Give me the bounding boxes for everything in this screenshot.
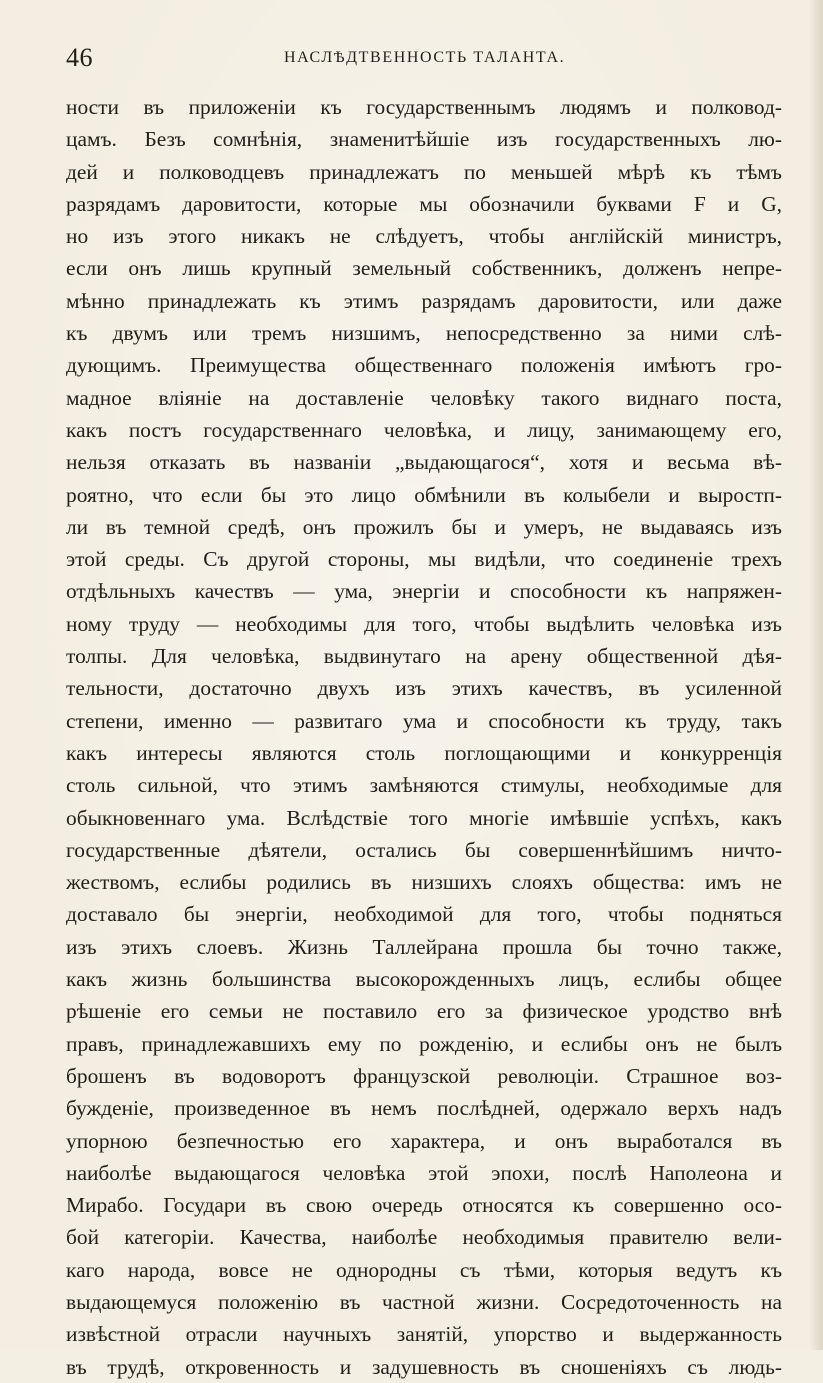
page-number: 46	[66, 43, 93, 72]
text-line: какъ постъ государственнаго человѣка, и лицу, занимающему его,	[66, 417, 782, 442]
text-line: столь сильной, что этимъ замѣняются стимулы, необходимые для	[66, 773, 782, 798]
body-text	[66, 91, 782, 1383]
text-line: изъ этихъ слоевъ. Жизнь Таллейрана прошла бы точно также,	[66, 934, 782, 959]
text-line: рѣшеніе его семьи не поставило его за физическое уродство внѣ	[66, 999, 782, 1024]
text-line: упорною безпечностью его характера, и онъ выработался въ	[66, 1128, 782, 1153]
running-title: НАСЛѢДТВЕННОСТЬ ТАЛАНТА.	[284, 49, 566, 66]
text-line: роятно, что если бы это лицо обмѣнили въ колыбели и выростп-	[66, 482, 782, 507]
text-line: бой категоріи. Качества, наиболѣе необходимыя правителю вели-	[66, 1225, 782, 1250]
text-line: ли въ темной средѣ, онъ прожилъ бы и умеръ, не выдаваясь изъ	[66, 514, 782, 539]
text-line: государственные дѣятели, остались бы совершеннѣйшимъ ничто-	[66, 837, 782, 862]
text-line: какъ интересы являются столь поглощающими и конкурренція	[66, 740, 782, 765]
text-line: нельзя отказать въ названіи „выдающагося“, хотя и весьма вѣ-	[66, 450, 782, 475]
text-line: тельности, достаточно двухъ изъ этихъ качествъ, въ усиленной	[66, 676, 782, 701]
text-line: цамъ. Безъ сомнѣнія, знаменитѣйшіе изъ государственныхъ лю-	[66, 127, 782, 152]
page-edge-shadow	[809, 0, 823, 1350]
text-line: Мирабо. Государи въ свою очередь относятся къ совершенно осо-	[66, 1193, 782, 1218]
text-line: наиболѣе выдающагося человѣка этой эпохи, послѣ Наполеона и	[66, 1160, 782, 1185]
text-line: извѣстной отрасли научныхъ занятій, упорство и выдержанность	[66, 1322, 782, 1347]
text-line: бужденіе, произведенное въ немъ послѣдней, одержало верхъ надъ	[66, 1096, 782, 1121]
text-line: доставало бы энергіи, необходимой для того, чтобы подняться	[66, 902, 782, 927]
text-line: ности въ приложеніи къ государственнымъ людямъ и полковод-	[66, 95, 782, 119]
page-header	[66, 40, 782, 76]
text-line: ному труду — необходимы для того, чтобы выдѣлить человѣка изъ	[66, 611, 782, 636]
text-line: обыкновеннаго ума. Вслѣдствіе того многіе имѣвшіе успѣхъ, какъ	[66, 805, 782, 830]
text-line: но изъ этого никакъ не слѣдуетъ, чтобы англійскій министръ,	[66, 224, 782, 249]
text-line: брошенъ въ водоворотъ французской революціи. Страшное воз-	[66, 1063, 782, 1088]
text-line: какъ жизнь большинства высокорожденныхъ лицъ, еслибы общее	[66, 967, 782, 992]
text-line: разрядамъ даровитости, которые мы обозначили буквами F и G,	[66, 191, 782, 216]
text-line: жествомъ, еслибы родились въ низшихъ слояхъ общества: имъ не	[66, 870, 782, 895]
text-line: выдающемуся положенію въ частной жизни. Сосредоточенность на	[66, 1289, 782, 1314]
text-line: мѣнно принадлежать къ этимъ разрядамъ даровитости, или даже	[66, 288, 782, 313]
text-line: дующимъ. Преимущества общественнаго положенія имѣютъ гро-	[66, 353, 782, 378]
text-line: степени, именно — развитаго ума и способности къ труду, такъ	[66, 708, 782, 733]
text-line: дей и полководцевъ принадлежатъ по меньшей мѣрѣ къ тѣмъ	[66, 159, 782, 184]
text-line: въ трудѣ, откровенность и задушевность въ сношеніяхъ съ людь-	[66, 1354, 782, 1379]
text-line: къ двумъ или тремъ низшимъ, непосредственно за ними слѣ-	[66, 321, 782, 346]
text-line: каго народа, вовсе не однородны съ тѣми, которыя ведутъ къ	[66, 1257, 782, 1282]
text-line: мадное вліяніе на доставленіе человѣку такого виднаго поста,	[66, 385, 782, 410]
text-line: отдѣльныхъ качествъ — ума, энергіи и способности къ напряжен-	[66, 579, 782, 604]
text-line: правъ, принадлежавшихъ ему по рожденію, и еслибы онъ не былъ	[66, 1031, 782, 1056]
text-line: если онъ лишь крупный земельный собственникъ, долженъ непре-	[66, 256, 782, 281]
text-line: толпы. Для человѣка, выдвинутаго на арену общественной дѣя-	[66, 644, 782, 669]
text-line: этой среды. Съ другой стороны, мы видѣли, что соединеніе трехъ	[66, 547, 782, 572]
